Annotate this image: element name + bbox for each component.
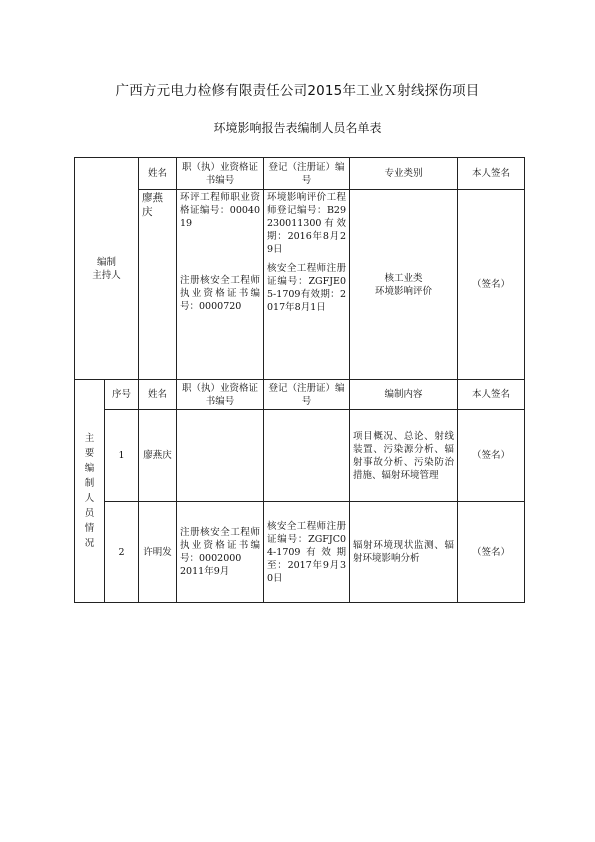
- staff-table: [74, 157, 525, 603]
- document-subtitle: 环境影响报告表编制人员名单表: [213, 121, 382, 135]
- row-2-registration: 核安全工程师注册证编号：ZGFJC04-1709有效期至：2017年9月30日: [264, 502, 350, 603]
- host-name: 廖燕庆: [139, 190, 177, 380]
- main-header-no: 序号: [105, 380, 139, 410]
- row-1-no: 1: [105, 410, 139, 502]
- row-2-qualification-text: 注册核安全工程师执业资格证书编号：0002000: [180, 527, 261, 564]
- header-signature: 本人签名: [458, 158, 525, 190]
- main-header-content: 编制内容: [350, 380, 458, 410]
- main-section-label: 主要编制人员情况: [75, 380, 105, 603]
- row-1-signature: （签名）: [458, 410, 525, 502]
- host-registration-2: 核安全工程师注册证编号：ZGFJE05-1709有效期：2017年8月1日: [267, 263, 347, 313]
- row-1-name: 廖燕庆: [139, 410, 177, 502]
- row-2-no: 2: [105, 502, 139, 603]
- main-header-qualification: 职（执）业资格证书编号: [177, 380, 264, 410]
- host-specialty-2: 环境影响评价: [375, 285, 433, 297]
- host-qualification-1: 环评工程师职业资格证编号：0004019: [180, 192, 261, 229]
- row-2-qualification: [177, 502, 264, 603]
- host-qualification-2: 注册核安全工程师执业资格证书编号：0000720: [180, 275, 261, 312]
- row-2-content: 辐射环境现状监测、辐射环境影响分析: [350, 502, 458, 603]
- host-specialty-1: 核工业类: [384, 272, 423, 284]
- host-qualification: [177, 190, 264, 380]
- host-signature: （签名）: [458, 190, 525, 380]
- main-header-registration: 登记（注册证）编号: [264, 380, 350, 410]
- document-title: 广西方元电力检修有限责任公司2015年工业Ｘ射线探伤项目: [115, 83, 480, 99]
- host-section-label: 编制 主持人: [75, 158, 139, 380]
- header-registration: 登记（注册证）编号: [264, 158, 350, 190]
- host-registration: [264, 190, 350, 380]
- row-2-signature: （签名）: [458, 502, 525, 603]
- row-2-qualification-date: 2011年9月: [180, 566, 230, 577]
- row-1-qualification: [177, 410, 264, 502]
- host-specialty: [350, 190, 458, 380]
- header-specialty: 专业类别: [350, 158, 458, 190]
- main-header-signature: 本人签名: [458, 380, 525, 410]
- header-qualification: 职（执）业资格证书编号: [177, 158, 264, 190]
- row-1-registration: [264, 410, 350, 502]
- row-2-name: 许明发: [139, 502, 177, 603]
- host-registration-1: 环境影响评价工程师登记编号：B29230011300有效期：2016年8月29日: [267, 192, 347, 255]
- row-1-content: 项目概况、总论、射线装置、污染源分析、辐射事故分析、污染防治措施、辐射环境管理: [350, 410, 458, 502]
- header-name: 姓名: [139, 158, 177, 190]
- main-header-name: 姓名: [139, 380, 177, 410]
